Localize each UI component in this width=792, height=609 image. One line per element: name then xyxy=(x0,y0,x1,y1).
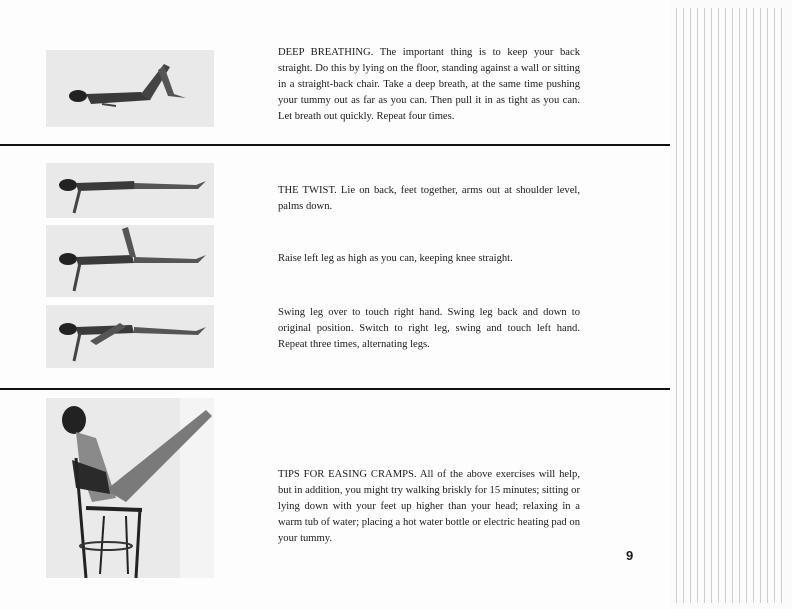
deep-breathing-text: DEEP BREATHING. The important thing is to keep your back straight. Do this by lying on the floor, standing against a wall or sitting in a straight-back chair. Take a deep breath, at the same time pushing your tummy out as far as you can. Then pull it in as tight as you can. Let breath out quickly. Repeat four times. xyxy=(278,47,580,122)
twist-step3-text: Swing leg over to touch right hand. Swing leg back and down to original position. Switch to right leg, swing and touch left hand. Repeat three times, alternating legs. xyxy=(278,307,580,350)
deep-breathing-photo xyxy=(46,50,214,127)
twist-step2-text: Raise left leg as high as you can, keeping knee straight. xyxy=(278,253,513,264)
cramps-tips-text: TIPS FOR EASING CRAMPS. All of the above exercises will help, but in addition, you might try walking briskly for 15 minutes; sitting or lying down with your feet up higher than your head; relaxing in a warm tub of water; placing a hot water bottle or electric heating pad on your tummy. xyxy=(278,469,580,544)
twist-leg-raised-photo xyxy=(46,225,214,297)
cramps-chair-photo xyxy=(46,398,214,578)
page-number: 9 xyxy=(626,548,634,563)
twist-start-photo xyxy=(46,163,214,218)
section-divider xyxy=(0,144,670,146)
twist-swing-photo xyxy=(46,305,214,368)
twist-step1-text: THE TWIST. Lie on back, feet together, arms out at shoulder level, palms down. xyxy=(278,185,580,212)
section-divider xyxy=(0,388,670,390)
page-edges xyxy=(670,0,792,609)
